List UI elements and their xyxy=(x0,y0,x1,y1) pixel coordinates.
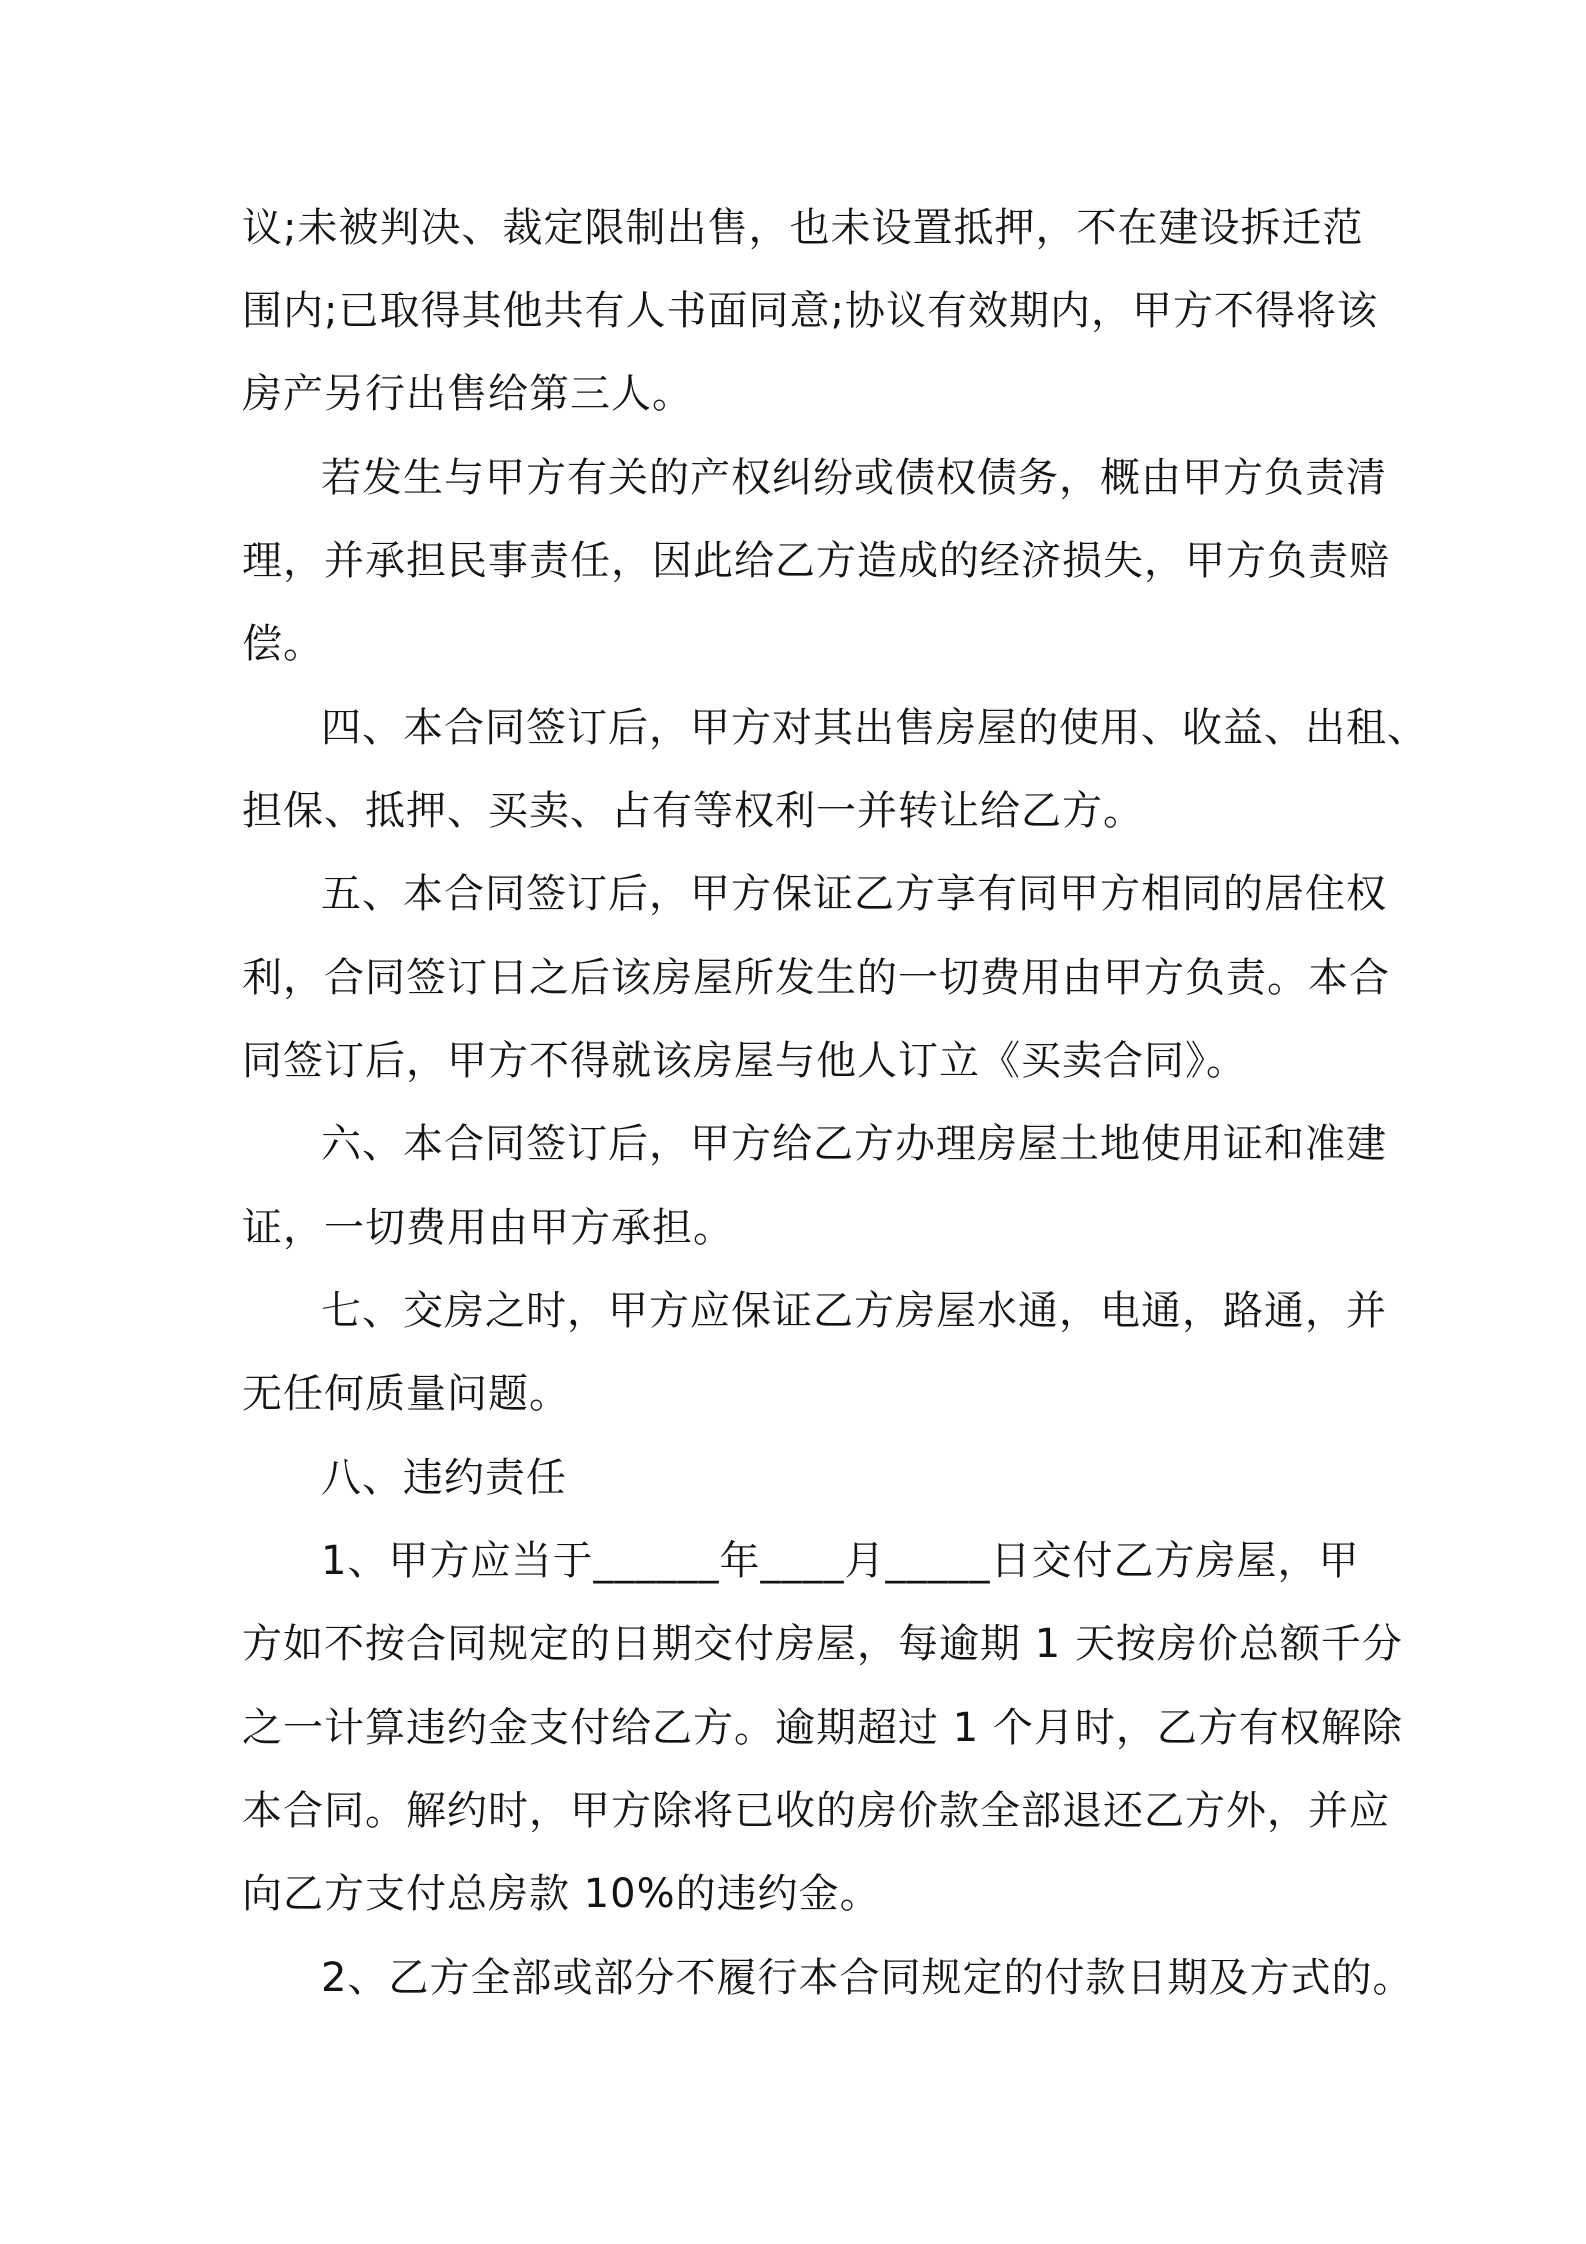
text-line-7: 四、本合同签订后，甲方对其出售房屋的使用、收益、出租、 xyxy=(321,705,1428,751)
text-line-8: 担保、抵押、买卖、占有等权利一并转让给乙方。 xyxy=(242,788,1144,834)
text-line-4: 若发生与甲方有关的产权纠纷或债权债务，概由甲方负责清 xyxy=(321,455,1387,501)
text-line-15: 无任何质量问题。 xyxy=(242,1371,570,1417)
text-line-1: 议;未被判决、裁定限制出售，也未设置抵押，不在建设拆迁范 xyxy=(242,205,1364,251)
text-line-11: 同签订后，甲方不得就该房屋与他人订立《买卖合同》。 xyxy=(242,1038,1247,1084)
text-line-6: 偿。 xyxy=(242,621,324,667)
text-line-19: 之一计算违约金支付给乙方。逾期超过 1 个月时，乙方有权解除 xyxy=(242,1705,1403,1751)
text-line-3: 房产另行出售给第三人。 xyxy=(242,371,693,417)
text-line-9: 五、本合同签订后，甲方保证乙方享有同甲方相同的居住权 xyxy=(321,871,1387,917)
text-line-10: 利，合同签订日之后该房屋所发生的一切费用由甲方负责。本合 xyxy=(242,955,1390,1001)
text-line-5: 理，并承担民事责任，因此给乙方造成的经济损失，甲方负责赔 xyxy=(242,538,1390,584)
text-line-21: 向乙方支付总房款 10%的违约金。 xyxy=(242,1871,881,1917)
text-line-2: 围内;已取得其他共有人书面同意;协议有效期内，甲方不得将该 xyxy=(242,288,1378,334)
text-line-18: 方如不按合同规定的日期交付房屋，每逾期 1 天按房价总额千分 xyxy=(242,1621,1403,1667)
text-line-20: 本合同。解约时，甲方除将已收的房价款全部退还乙方外，并应 xyxy=(242,1788,1390,1834)
text-line-17: 1、甲方应当于______年____月_____日交付乙方房屋，甲 xyxy=(321,1538,1360,1584)
text-line-13: 证，一切费用由甲方承担。 xyxy=(242,1205,734,1251)
text-line-22: 2、乙方全部或部分不履行本合同规定的付款日期及方式的。 xyxy=(321,1955,1414,2001)
text-line-16: 八、违约责任 xyxy=(321,1455,567,1501)
text-line-14: 七、交房之时，甲方应保证乙方房屋水通，电通，路通，并 xyxy=(321,1288,1387,1334)
text-line-12: 六、本合同签订后，甲方给乙方办理房屋土地使用证和准建 xyxy=(321,1121,1387,1167)
